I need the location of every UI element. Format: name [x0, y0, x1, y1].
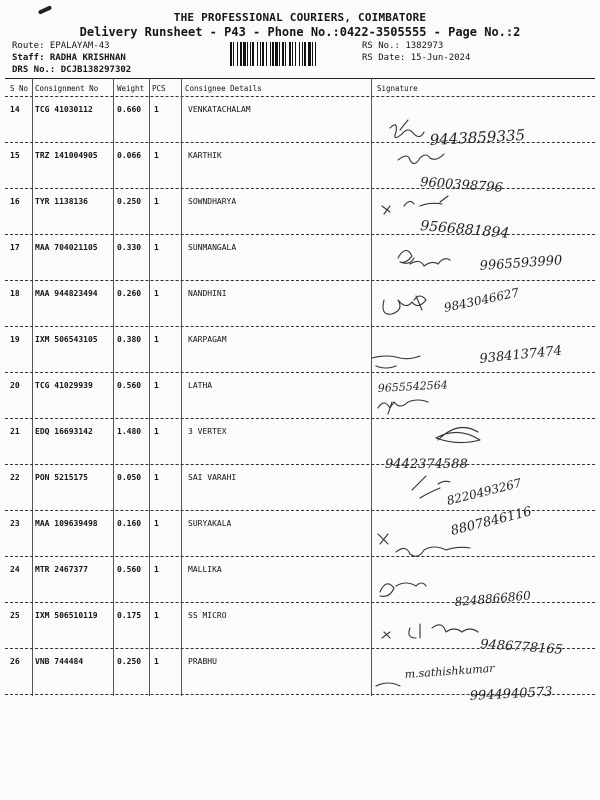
row-weight: 0.660	[117, 105, 142, 114]
row-weight: 0.250	[117, 197, 142, 206]
row-sno: 19	[10, 335, 20, 344]
handwritten-phone: 9443859335	[429, 126, 526, 149]
row-pcs: 1	[154, 197, 159, 206]
barcode-bar	[312, 42, 313, 66]
row-divider	[5, 694, 595, 695]
row-pcs: 1	[154, 335, 159, 344]
row-consignee: NANDHINI	[188, 289, 227, 298]
row-consignee: SAI VARAHI	[188, 473, 237, 482]
row-consignment-no: EDQ 16693142	[35, 427, 93, 436]
barcode-bar	[233, 42, 234, 66]
row-pcs: 1	[154, 473, 159, 482]
row-consignee: SOWNDHARYA	[188, 197, 237, 206]
barcode-bar	[315, 42, 316, 66]
barcode-bar	[285, 42, 286, 66]
col-header-sno: S No	[10, 84, 29, 93]
col-header-weight: Weight	[117, 84, 145, 93]
row-sno: 14	[10, 105, 20, 114]
row-pcs: 1	[154, 565, 159, 574]
row-sno: 26	[10, 657, 20, 666]
row-sno: 22	[10, 473, 20, 482]
row-weight: 0.160	[117, 519, 142, 528]
company-title: THE PROFESSIONAL COURIERS, COIMBATORE	[173, 11, 427, 24]
table-row	[0, 189, 600, 235]
row-consignment-no: TCG 41030112	[35, 105, 93, 114]
row-pcs: 1	[154, 243, 159, 252]
barcode-bar	[282, 42, 284, 66]
row-sno: 21	[10, 427, 20, 436]
table-row	[0, 281, 600, 327]
barcode-bar	[247, 42, 248, 66]
row-consignment-no: MAA 109639498	[35, 519, 98, 528]
row-pcs: 1	[154, 427, 159, 436]
row-consignee: SUNMANGALA	[188, 243, 237, 252]
table-row	[0, 419, 600, 465]
barcode-bar	[299, 42, 300, 66]
row-weight: 1.480	[117, 427, 142, 436]
table-row	[0, 373, 600, 419]
handwritten-phone: 9486778165	[479, 637, 564, 658]
row-consignee: PRABHU	[188, 657, 217, 666]
table-row	[0, 557, 600, 603]
table-row	[0, 649, 600, 695]
row-consignee: KARTHIK	[188, 151, 222, 160]
row-sno: 16	[10, 197, 20, 206]
barcode-bar	[262, 42, 264, 66]
barcode-bar	[257, 42, 258, 66]
row-consignment-no: TCG 41029939	[35, 381, 93, 390]
row-weight: 0.250	[117, 657, 142, 666]
row-pcs: 1	[154, 105, 159, 114]
barcode-bar	[243, 42, 246, 66]
row-consignment-no: TYR 1138136	[35, 197, 88, 206]
handwritten-phone: 9843046627	[442, 285, 521, 315]
handwritten-phone: 9384137474	[478, 343, 563, 367]
row-consignee: MALLIKA	[188, 565, 222, 574]
row-pcs: 1	[154, 657, 159, 666]
row-weight: 0.260	[117, 289, 142, 298]
row-sno: 25	[10, 611, 20, 620]
row-consignment-no: IXM 506510119	[35, 611, 98, 620]
row-pcs: 1	[154, 381, 159, 390]
handwritten-name: m.sathishkumar	[404, 661, 495, 681]
row-sno: 15	[10, 151, 20, 160]
row-weight: 0.560	[117, 565, 142, 574]
row-weight: 0.050	[117, 473, 142, 482]
barcode-bar	[240, 42, 242, 66]
handwritten-phone: 9655542564	[377, 378, 449, 395]
row-consignee: LATHA	[188, 381, 213, 390]
barcode-bar	[302, 42, 303, 66]
row-consignment-no: TRZ 141004905	[35, 151, 98, 160]
row-weight: 0.380	[117, 335, 142, 344]
row-consignment-no: VNB 744484	[35, 657, 84, 666]
row-consignment-no: MTR 2467377	[35, 565, 88, 574]
row-pcs: 1	[154, 289, 159, 298]
col-header-consignee: Consignee Details	[185, 84, 262, 93]
table-row	[0, 511, 600, 557]
row-consignment-no: MAA 944823494	[35, 289, 98, 298]
barcode-bar	[250, 42, 251, 66]
row-consignment-no: MAA 704021105	[35, 243, 98, 252]
drs-number: DRS No.: DCJB138297302	[12, 65, 132, 75]
row-sno: 24	[10, 565, 20, 574]
row-consignment-no: IXM 506543105	[35, 335, 98, 344]
row-consignee: 3 VERTEX	[188, 427, 227, 436]
row-consignee: SURYAKALA	[188, 519, 232, 528]
rs-number: RS No.: 1382973	[362, 41, 444, 51]
row-consignee: VENKATACHALAM	[188, 105, 251, 114]
row-weight: 0.560	[117, 381, 142, 390]
staff-label: Staff: RADHA KRISHNAN	[12, 53, 126, 63]
barcode-bar	[252, 42, 254, 66]
row-consignment-no: PON 5215175	[35, 473, 88, 482]
barcode-bar	[230, 42, 232, 66]
table-row	[0, 235, 600, 281]
table-top-rule	[5, 78, 595, 79]
handwritten-phone: 9600398796	[419, 175, 504, 196]
barcode-bar	[289, 42, 291, 66]
col-header-signature: Signature	[377, 84, 418, 93]
barcode-bar	[304, 42, 306, 66]
row-pcs: 1	[154, 519, 159, 528]
row-weight: 0.066	[117, 151, 142, 160]
col-header-consignment: Consignment No	[35, 84, 99, 93]
barcode-bar	[275, 42, 278, 66]
barcode-bar	[270, 42, 271, 66]
row-pcs: 1	[154, 611, 159, 620]
row-weight: 0.175	[117, 611, 142, 620]
row-consignee: SS MICRO	[188, 611, 227, 620]
barcode-bar	[237, 42, 238, 66]
row-sno: 23	[10, 519, 20, 528]
col-header-pcs: PCS	[152, 84, 166, 93]
table-row	[0, 603, 600, 649]
handwritten-phone: 8248866860	[454, 588, 532, 609]
barcode-bar	[279, 42, 280, 66]
runsheet-subtitle: Delivery Runsheet - P43 - Phone No.:0422-3505555 - Page No.:2	[79, 25, 521, 39]
barcode-bar	[292, 42, 293, 66]
table-row	[0, 143, 600, 189]
barcode-bar	[260, 42, 261, 66]
handwritten-phone: 9965593990	[479, 253, 563, 274]
handwritten-phone: 8220493267	[445, 475, 523, 508]
row-sno: 17	[10, 243, 20, 252]
handwritten-phone: 9442374588	[385, 457, 468, 472]
row-weight: 0.330	[117, 243, 142, 252]
barcode-bar	[308, 42, 311, 66]
row-sno: 20	[10, 381, 20, 390]
barcode-bar	[272, 42, 274, 66]
route-label: Route: EPALAYAM-43	[12, 41, 110, 51]
row-pcs: 1	[154, 151, 159, 160]
rs-date: RS Date: 15-Jun-2024	[362, 53, 471, 63]
table-row	[0, 327, 600, 373]
handwritten-phone: 8807846116	[449, 504, 534, 539]
table-row	[0, 97, 600, 143]
row-sno: 18	[10, 289, 20, 298]
barcode-bar	[266, 42, 267, 66]
barcode-bar	[295, 42, 296, 66]
table-row	[0, 465, 600, 511]
handwritten-phone: 9566881894	[419, 218, 510, 242]
row-consignee: KARPAGAM	[188, 335, 227, 344]
handwritten-phone: 9944940573	[469, 684, 553, 704]
barcode-image	[230, 42, 356, 66]
